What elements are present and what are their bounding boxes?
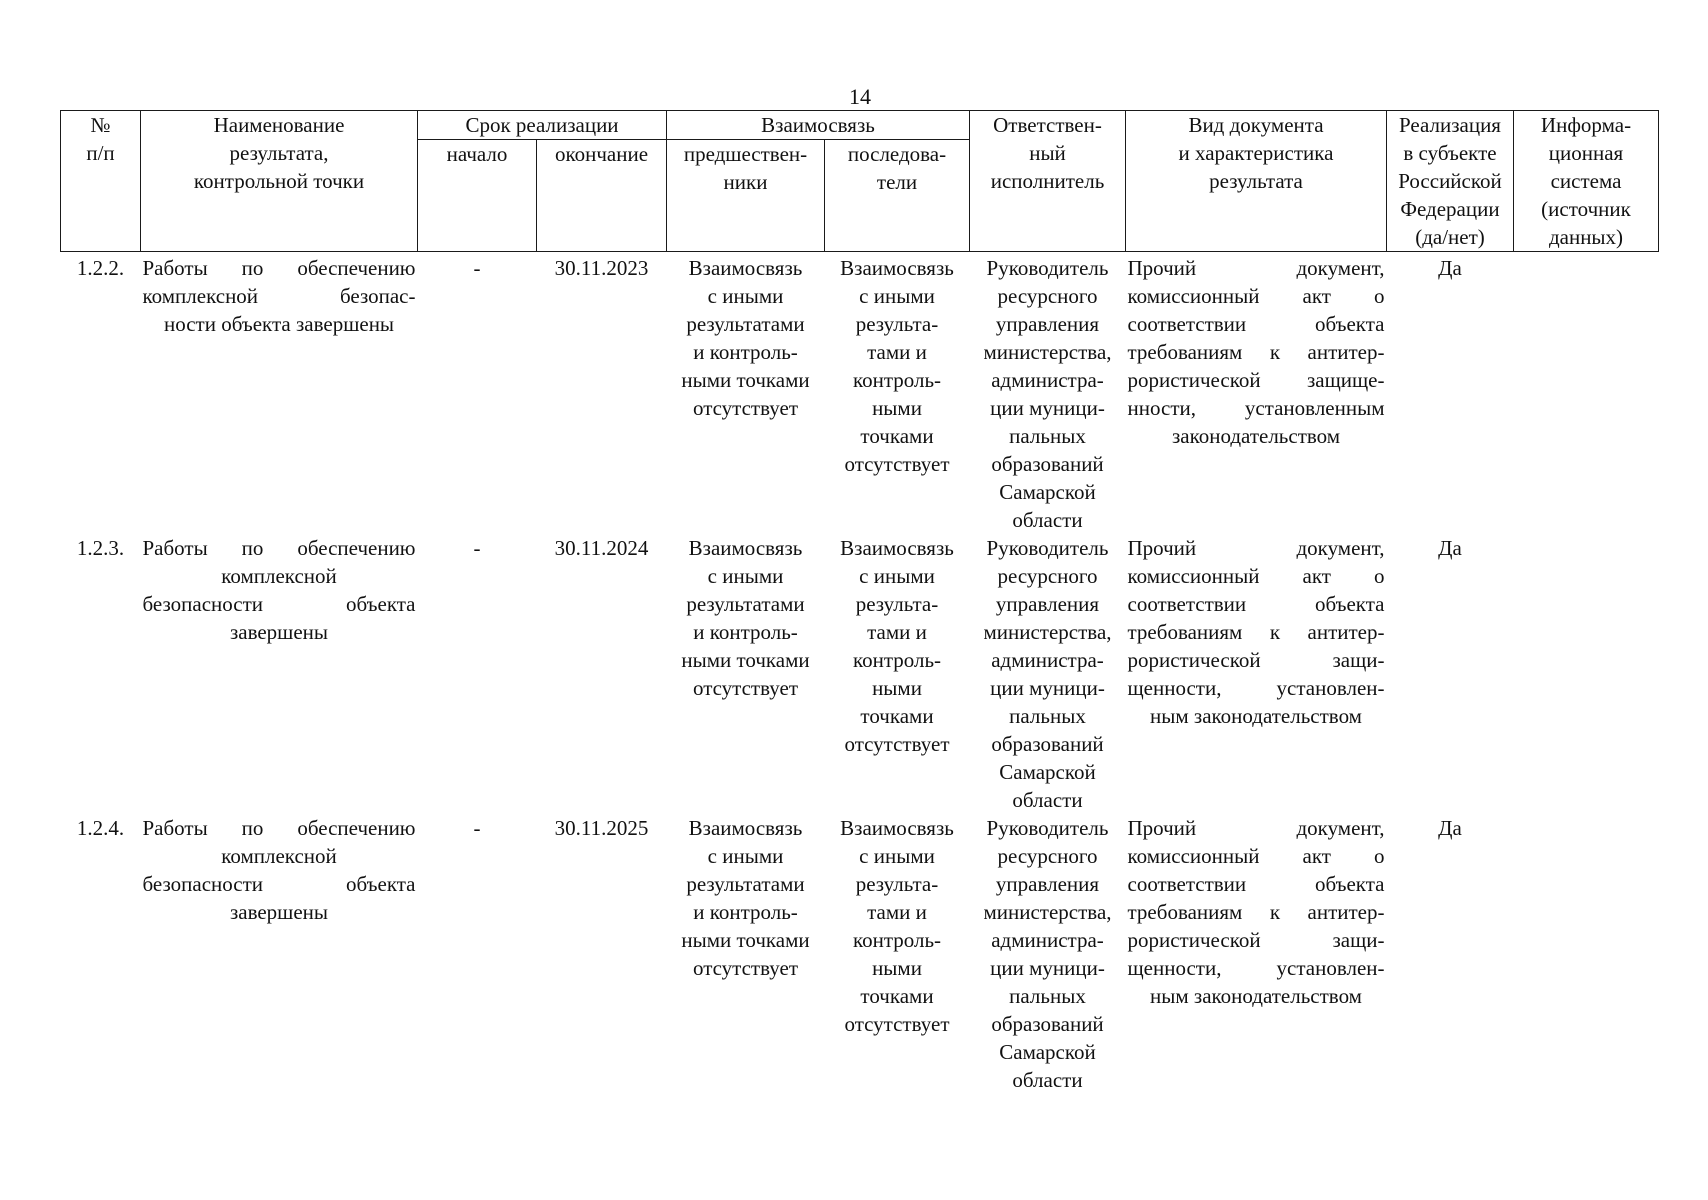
cell-line: ресурсного	[997, 564, 1098, 588]
table-header	[61, 111, 1659, 252]
cell-line: результатами	[686, 872, 805, 896]
cell-line: Прочий документ,	[1127, 536, 1385, 560]
header-number	[61, 111, 141, 252]
header-line: последова-	[847, 142, 947, 166]
cell-line: ции муници-	[990, 676, 1105, 700]
cell-line: пальных	[1009, 424, 1086, 448]
header-line: в субъекте	[1403, 141, 1497, 165]
header-line: результата,	[229, 141, 329, 165]
header-responsible	[970, 111, 1126, 252]
row-result-name	[141, 252, 418, 535]
cell-line: ными	[872, 396, 922, 420]
cell-line: результа-	[855, 592, 939, 616]
row-region: Да	[1438, 256, 1462, 280]
cell-line: тами и	[867, 620, 927, 644]
row-region: Да	[1438, 536, 1462, 560]
cell-line: ными	[872, 676, 922, 700]
row-successors	[825, 534, 970, 814]
cell-line: Руководитель	[986, 816, 1109, 840]
cell-line: ресурсного	[997, 284, 1098, 308]
header-line: контрольной точки	[193, 169, 365, 193]
cell-line: отсутствует	[844, 1012, 950, 1036]
header-document-type	[1126, 111, 1387, 252]
cell-line: соответствии объекта	[1127, 312, 1385, 336]
cell-line: министерства,	[983, 340, 1112, 364]
cell-line: безопасности объекта	[142, 872, 416, 896]
cell-line: соответствии объекта	[1127, 592, 1385, 616]
row-info-system	[1514, 252, 1659, 535]
row-end: 30.11.2023	[554, 256, 649, 280]
cell-line: с иными	[707, 844, 784, 868]
cell-line: отсутствует	[692, 956, 799, 980]
row-start: -	[473, 536, 481, 560]
cell-line: с иными	[707, 564, 784, 588]
cell-line: результатами	[686, 312, 805, 336]
cell-line: Работы по обеспечению	[142, 816, 416, 840]
header-period: Срок реализации	[418, 111, 667, 140]
header-line: ный	[1029, 141, 1066, 165]
header-line: и характеристика	[1178, 141, 1334, 165]
cell-line: Взаимосвязь	[688, 536, 803, 560]
header-line: Наименование	[213, 113, 345, 137]
cell-line: Самарской	[999, 1040, 1096, 1064]
cell-line: области	[1012, 508, 1083, 532]
cell-line: ным законодательством	[1150, 984, 1362, 1008]
cell-line: администра-	[991, 648, 1104, 672]
header-line: №	[90, 113, 111, 137]
cell-line: отсутствует	[692, 396, 799, 420]
row-document-type	[1126, 814, 1387, 1094]
header-info-system	[1514, 111, 1659, 252]
header-line: (да/нет)	[1415, 225, 1485, 249]
table-row	[61, 534, 1659, 814]
cell-line: с иными	[859, 564, 935, 588]
cell-line: тами и	[867, 900, 927, 924]
header-line: ники	[723, 170, 768, 194]
cell-line: Взаимосвязь	[688, 816, 803, 840]
cell-line: ции муници-	[990, 956, 1105, 980]
header-line: Вид документа	[1188, 113, 1324, 137]
cell-line: результа-	[855, 872, 939, 896]
cell-line: с иными	[859, 284, 935, 308]
header-line: исполнитель	[990, 169, 1105, 193]
header-line: результата	[1209, 169, 1303, 193]
cell-line: комиссионный акт о	[1127, 564, 1385, 588]
row-end: 30.11.2024	[554, 536, 649, 560]
row-info-system	[1514, 534, 1659, 814]
cell-line: пальных	[1009, 984, 1086, 1008]
row-document-type	[1126, 252, 1387, 535]
header-line: Реализация	[1399, 113, 1501, 137]
cell-line: ным законодательством	[1150, 704, 1362, 728]
cell-line: требованиям к антитер-	[1127, 900, 1385, 924]
header-line: Ответствен-	[993, 113, 1102, 137]
row-predecessors	[667, 814, 825, 1094]
cell-line: соответствии объекта	[1127, 872, 1385, 896]
table-row	[61, 252, 1659, 535]
row-successors	[825, 252, 970, 535]
cell-line: и контроль-	[693, 340, 798, 364]
cell-line: Прочий документ,	[1127, 256, 1385, 280]
row-successors	[825, 814, 970, 1094]
cell-line: законодательством	[1171, 424, 1341, 448]
cell-line: управления	[995, 872, 1100, 896]
cell-line: и контроль-	[693, 900, 798, 924]
cell-line: контроль-	[852, 368, 942, 392]
header-successors	[825, 140, 970, 252]
table-row	[61, 814, 1659, 1094]
row-document-type	[1126, 534, 1387, 814]
cell-line: с иными	[707, 284, 784, 308]
cell-line: отсутствует	[844, 452, 950, 476]
header-line: данных)	[1548, 225, 1624, 249]
cell-line: контроль-	[852, 928, 942, 952]
header-period-end: окончание	[537, 140, 667, 252]
cell-line: ции муници-	[990, 396, 1105, 420]
cell-line: контроль-	[852, 648, 942, 672]
cell-line: управления	[995, 312, 1100, 336]
cell-line: с иными	[859, 844, 935, 868]
cell-line: Работы по обеспечению	[142, 256, 416, 280]
row-number: 1.2.4.	[76, 816, 125, 840]
cell-line: щенности, установлен-	[1127, 676, 1385, 700]
header-period-start: начало	[418, 140, 537, 252]
cell-line: Работы по обеспечению	[142, 536, 416, 560]
header-line: Информа-	[1540, 113, 1632, 137]
cell-line: требованиям к антитер-	[1127, 340, 1385, 364]
row-responsible	[970, 252, 1126, 535]
results-table	[60, 110, 1659, 1094]
cell-line: Взаимосвязь	[840, 256, 954, 280]
cell-line: безопасности объекта	[142, 592, 416, 616]
row-start: -	[473, 816, 481, 840]
cell-line: управления	[995, 592, 1100, 616]
cell-line: завершены	[229, 620, 329, 644]
cell-line: ными	[872, 956, 922, 980]
cell-line: ными точками	[681, 368, 810, 392]
row-result-name	[141, 534, 418, 814]
header-region	[1387, 111, 1514, 252]
cell-line: и контроль-	[693, 620, 798, 644]
header-line: ционная	[1548, 141, 1624, 165]
cell-line: образований	[991, 732, 1104, 756]
cell-line: Самарской	[999, 480, 1096, 504]
page-number: 14	[849, 84, 871, 109]
header-line: п/п	[86, 141, 115, 165]
row-result-name	[141, 814, 418, 1094]
cell-line: результа-	[855, 312, 939, 336]
header-predecessors	[667, 140, 825, 252]
cell-line: отсутствует	[692, 676, 799, 700]
header-line: предшествен-	[683, 142, 808, 166]
table-body	[61, 252, 1659, 1095]
cell-line: ресурсного	[997, 844, 1098, 868]
row-predecessors	[667, 534, 825, 814]
cell-line: результатами	[686, 592, 805, 616]
cell-line: рористической защи-	[1127, 928, 1385, 952]
cell-line: нности, установленным	[1127, 396, 1385, 420]
cell-line: пальных	[1009, 704, 1086, 728]
cell-line: Взаимосвязь	[688, 256, 803, 280]
cell-line: области	[1012, 788, 1083, 812]
cell-line: рористической защи-	[1127, 648, 1385, 672]
cell-line: комиссионный акт о	[1127, 844, 1385, 868]
header-line: Федерации	[1400, 197, 1500, 221]
cell-line: точками	[860, 984, 934, 1008]
row-number: 1.2.2.	[76, 256, 125, 280]
cell-line: Прочий документ,	[1127, 816, 1385, 840]
cell-line: завершены	[229, 900, 329, 924]
cell-line: министерства,	[983, 620, 1112, 644]
cell-line: точками	[860, 424, 934, 448]
row-predecessors	[667, 252, 825, 535]
cell-line: тами и	[867, 340, 927, 364]
row-responsible	[970, 534, 1126, 814]
cell-line: ности объекта завершены	[163, 312, 395, 336]
cell-line: комплексной	[221, 844, 337, 868]
cell-line: комплексной	[221, 564, 337, 588]
row-info-system	[1514, 814, 1659, 1094]
cell-line: администра-	[991, 368, 1104, 392]
cell-line: Самарской	[999, 760, 1096, 784]
cell-line: комиссионный акт о	[1127, 284, 1385, 308]
cell-line: министерства,	[983, 900, 1112, 924]
cell-line: комплексной безопас-	[142, 284, 416, 308]
cell-line: ными точками	[681, 928, 810, 952]
header-line: тели	[876, 170, 918, 194]
cell-line: точками	[860, 704, 934, 728]
row-region: Да	[1438, 816, 1462, 840]
cell-line: Взаимосвязь	[840, 816, 954, 840]
cell-line: отсутствует	[844, 732, 950, 756]
header-relation: Взаимосвязь	[667, 111, 970, 140]
cell-line: щенности, установлен-	[1127, 956, 1385, 980]
cell-line: требованиям к антитер-	[1127, 620, 1385, 644]
cell-line: области	[1012, 1068, 1083, 1092]
cell-line: образований	[991, 452, 1104, 476]
header-line: Российской	[1398, 169, 1502, 193]
row-start: -	[473, 256, 481, 280]
cell-line: образований	[991, 1012, 1104, 1036]
cell-line: ными точками	[681, 648, 810, 672]
header-line: (источник	[1541, 197, 1631, 221]
cell-line: Руководитель	[986, 256, 1109, 280]
cell-line: рористической защище-	[1127, 368, 1385, 392]
row-number: 1.2.3.	[76, 536, 125, 560]
cell-line: администра-	[991, 928, 1104, 952]
cell-line: Взаимосвязь	[840, 536, 954, 560]
header-line: система	[1550, 169, 1622, 193]
cell-line: Руководитель	[986, 536, 1109, 560]
row-responsible	[970, 814, 1126, 1094]
row-end: 30.11.2025	[554, 816, 649, 840]
header-result-name	[141, 111, 418, 252]
